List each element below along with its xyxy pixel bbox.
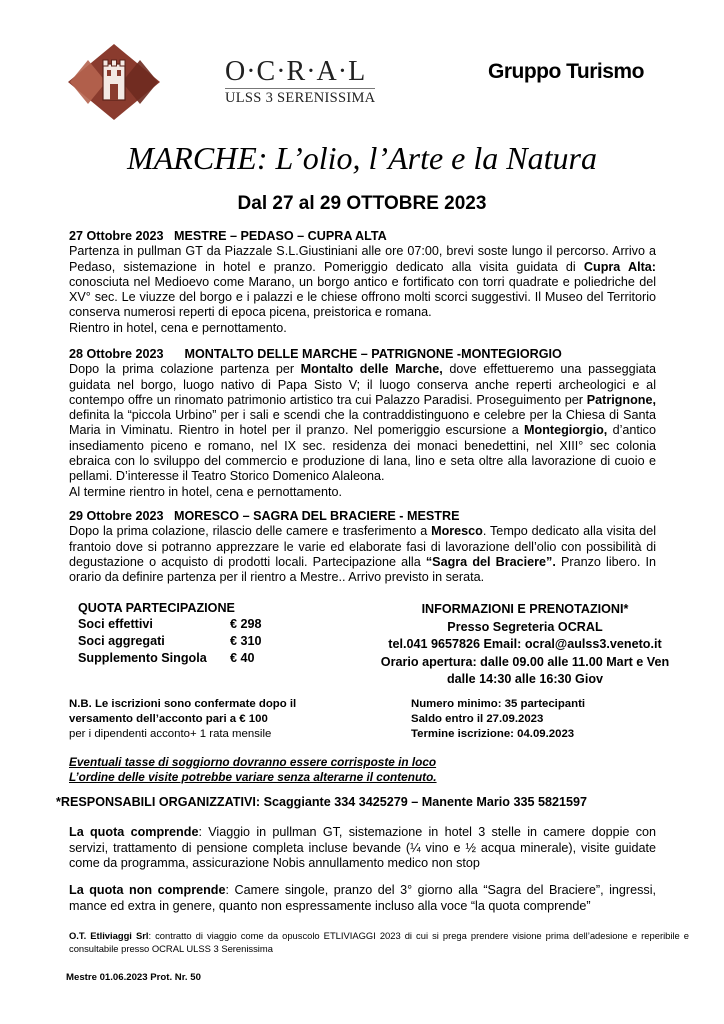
day-2-closing: Al termine rientro in hotel, cena e pernottamento. (69, 484, 343, 499)
info-hours-2: dalle 14:30 alle 16:30 Giov (446, 672, 604, 686)
day-2-section (69, 347, 656, 500)
balance-deadline: Saldo entro il 27.09.2023 (411, 712, 544, 725)
nb-line-1: N.B. Le iscrizioni sono confermate dopo il (69, 698, 297, 710)
day-3-body: Dopo la prima colazione, rilascio delle camere e trasferimento a Moresco. Tempo dedicato alla visita del frantoio dove si potranno apprezzare le varie ed elaborate fasi di lavorazione dell’olio con possibilità di degustazione o acquisto di prodotti locali. Partecipazione alla “Sagra del Braciere”. Pranzo libero. In orario da definire partenza per il rientro a Mestre.. Arrivo previsto in serata. (69, 524, 656, 585)
quota-non-comprende: La quota non comprende: Camere singole, pranzo del 3° giorno alla “Sagra del Braciere”, ingressi, mance ed extra in genere, quanto non espressamente incluso alla voce “la quota comprende” (69, 883, 656, 913)
group-label: Gruppo Turismo (488, 60, 644, 83)
quota-section (78, 601, 262, 665)
page-title: MARCHE: L’olio, l’Arte e la Natura (127, 140, 597, 176)
nb-section (69, 697, 369, 741)
trip-dates: Dal 27 al 29 OTTOBRE 2023 (237, 193, 487, 214)
quota-title: QUOTA PARTECIPAZIONE (78, 601, 235, 615)
logo-subtitle: ULSS 3 SERENISSIMA (225, 90, 376, 106)
day-2-heading: 28 Ottobre 2023 MONTALTO DELLE MARCHE – PATRIGNONE -MONTEGIORGIO (69, 347, 562, 361)
nb-line-2: versamento dell’acconto pari a € 100 (69, 712, 268, 725)
quota-comprende: La quota comprende: Viaggio in pullman GT, sistemazione in hotel 3 stelle in camere doppie con servizi, trattamento di pensione completa incluse bevande (¼ vino e ½ acqua minerale), visite guidate come da programma, assicurazione Nobis annullamento medico non stop (69, 825, 656, 870)
quota-row: Supplemento Singola € 40 (78, 651, 255, 665)
info-title: INFORMAZIONI E PRENOTAZIONI* (421, 602, 629, 616)
responsabili: *RESPONSABILI ORGANIZZATIVI: Scaggiante 334 3425279 – Manente Mario 335 5821597 (56, 795, 588, 809)
registration-deadline: Termine iscrizione: 04.09.2023 (411, 727, 575, 740)
day-1-section (69, 229, 656, 336)
quota-row: Soci aggregati € 310 (78, 634, 262, 648)
day-1-body: Partenza in pullman GT da Piazzale S.L.Giustiniani alle ore 07:00, brevi soste lungo il percorso. Arrivo a Pedaso, sistemazione in hotel e pranzo. Pomeriggio dedicato alla visita guidata di Cupra Alta: conosciuta nel Medioevo come Marano, un borgo antico e fortificato con torri quadrate e poliedriche del XV° sec. Le viuzze del borgo e i palazzi e le chiese offrono molti scorci suggestivi. Il Museo del Territorio conserva numerosi reperti di epoca picena, preistorica e romana. (69, 244, 657, 320)
warnings (69, 755, 437, 785)
warning-line-1: Eventuali tasse di soggiorno dovranno essere corrisposte in loco (69, 755, 437, 769)
day-3-section (69, 509, 656, 585)
min-participants: Numero minimo: 35 partecipanti (411, 698, 586, 710)
ocral-logo-icon (66, 42, 162, 122)
info-hours: Orario apertura: dalle 09.00 alle 11.00 Mart e Ven (380, 654, 670, 669)
info-contacts: tel.041 9657826 Email: ocral@aulss3.veneto.it (388, 637, 662, 651)
logo-name: O·C·R·A·L (225, 56, 367, 87)
info-office: Presso Segreteria OCRAL (447, 619, 603, 634)
quota-row: Soci effettivi € 298 (78, 617, 262, 631)
nb-line-3: per i dipendenti acconto+ 1 rata mensile (69, 727, 272, 740)
info-section (325, 601, 724, 689)
day-2-body: Dopo la prima colazione partenza per Montalto delle Marche, dove effettueremo una passeggiata guidata nel borgo, luogo nativo di Papa Sisto V; il luogo conserva anche reperti archeologici e al contempo offre un rinomato patrimonio artistico tra cui Palazzo Paradisi. Proseguimento per Patrignone, definita la “piccola Urbino” per i sali e scendi che la contraddistinguono e celebre per la Chiesa di Santa Maria in Viminatu. Rientro in hotel per il pranzo. Nel pomeriggio escursione a Montegiorgio, d’antico insediamento piceno e romano, nel IX sec. residenza dei monaci benedettini, nel XIII° sec colonia ebraica con lo sviluppo del commercio e produzione di lana, lino e seta oltre alla lavorazione di cuoio e pellami. D’interesse il Teatro Storico Domenico Alaleona. (69, 362, 656, 484)
terms-section (411, 697, 585, 741)
tour-operator-note: O.T. Etliviaggi Srl: contratto di viaggio come da opuscolo ETLIVIAGGI 2023 di cui si prega prendere visione prima dell’adesione e reperibile e consultabile presso OCRAL ULSS 3 Serenissima (69, 930, 689, 954)
protocol-number: Mestre 01.06.2023 Prot. Nr. 50 (66, 972, 201, 983)
warning-line-2: L’ordine delle visite potrebbe variare senza alterarne il contenuto. (69, 769, 437, 784)
day-1-heading: 27 Ottobre 2023 MESTRE – PEDASO – CUPRA ALTA (69, 229, 387, 243)
day-1-closing: Rientro in hotel, cena e pernottamento. (69, 320, 287, 335)
day-3-heading: 29 Ottobre 2023 MORESCO – SAGRA DEL BRACIERE - MESTRE (69, 509, 460, 523)
